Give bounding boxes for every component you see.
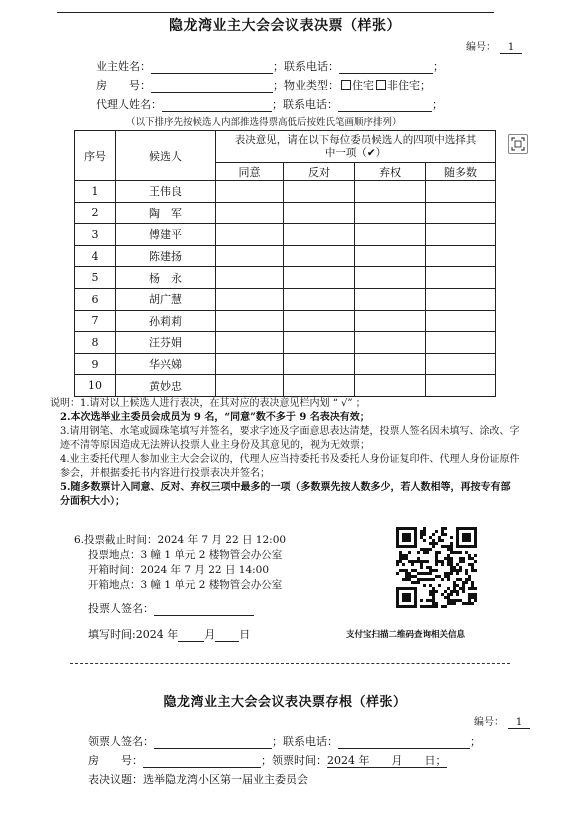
table-row — [75, 310, 496, 332]
table-row — [75, 224, 496, 246]
serial-label: 编号： — [466, 42, 496, 53]
header-follow-majority: 随多数 — [426, 163, 496, 181]
vote-cell-agree[interactable] — [216, 288, 284, 310]
table-row — [75, 245, 496, 267]
header-abstain: 弃权 — [355, 163, 426, 181]
voting-table — [74, 130, 496, 397]
candidate-name: 华兴娣 — [116, 353, 216, 375]
vote-cell-oppose[interactable] — [284, 332, 355, 354]
agent-name-field[interactable] — [162, 99, 272, 112]
vote-cell-agree[interactable] — [216, 332, 284, 354]
vote-cell-abstain[interactable] — [355, 375, 426, 397]
vote-cell-follow-majority[interactable] — [426, 267, 496, 289]
room-row: 房 号： ；物业类型： 住宅 非住宅； — [96, 79, 431, 92]
vote-cell-oppose[interactable] — [284, 245, 355, 267]
vote-cell-agree[interactable] — [216, 181, 284, 203]
stub-room-label: 房 号： — [88, 754, 143, 767]
vote-cell-agree[interactable] — [216, 245, 284, 267]
stub-phone-field[interactable] — [338, 736, 470, 749]
table-row — [75, 181, 496, 203]
agent-name-label: 代理人姓名： — [96, 98, 162, 111]
table-row — [75, 288, 496, 310]
qr-code[interactable] — [396, 527, 477, 608]
table-row — [75, 332, 496, 354]
candidate-name: 傅建平 — [116, 224, 216, 246]
vote-cell-abstain[interactable] — [355, 181, 426, 203]
row-number: 5 — [75, 267, 116, 289]
vote-cell-oppose[interactable] — [284, 202, 355, 224]
serial-value: 1 — [500, 42, 522, 54]
vote-cell-oppose[interactable] — [284, 310, 355, 332]
owner-name-label: 业主姓名： — [96, 60, 151, 73]
candidate-name: 杨 永 — [116, 267, 216, 289]
note-1: 说明：1.请对以上候选人进行表决，在其对应的表决意见栏内划 “ √” ； — [50, 398, 366, 409]
candidate-name: 陈建扬 — [116, 245, 216, 267]
note-5: 5.随多数票计入同意、反对、弃权三项中最多的一项（多数票先按人数多少，若人数相等，再按专有部分面积大小）； — [60, 482, 511, 507]
vote-cell-oppose[interactable] — [284, 267, 355, 289]
agent-phone-label: ；联系电话： — [272, 98, 338, 111]
vote-cell-follow-majority[interactable] — [426, 353, 496, 375]
vote-cell-agree[interactable] — [216, 202, 284, 224]
vote-cell-agree[interactable] — [216, 353, 284, 375]
row-number: 8 — [75, 332, 116, 354]
receive-date[interactable]: 2024 年 月 日； — [327, 754, 447, 767]
vote-deadline: 6.投票截止时间：2024 年 7 月 22 日 12:00 — [74, 534, 287, 546]
note-3: 3.请用钢笔、水笔或圆珠笔填写并签名，要求字迹及字面意思表达清楚，投票人签名因未填写、涂改、字迹不清等原因造成无法辨认投票人业主身份及其意见的，视为无效票； — [60, 426, 520, 451]
property-type-label: ；物业类型： — [273, 79, 339, 92]
stub-title: 隐龙湾业主大会会议表决票存根（样张） — [163, 695, 407, 710]
row-number: 6 — [75, 288, 116, 310]
candidate-name: 胡广慧 — [116, 288, 216, 310]
notes-section — [50, 397, 520, 509]
vote-cell-agree[interactable] — [216, 310, 284, 332]
candidate-name: 黄妙忠 — [116, 375, 216, 397]
tear-line — [70, 663, 510, 664]
open-place: 开箱地点：3 幢 1 单元 2 楼物管会办公室 — [88, 579, 283, 591]
vote-cell-follow-majority[interactable] — [426, 224, 496, 246]
room-field[interactable] — [151, 80, 273, 93]
stub-room-field[interactable] — [143, 755, 261, 768]
qr-caption: 支付宝扫描二维码查询相关信息 — [346, 630, 466, 640]
fill-time-row: 填写时间:2024 年 月 日 — [88, 628, 251, 641]
serial-number — [466, 38, 522, 54]
vote-cell-follow-majority[interactable] — [426, 375, 496, 397]
scan-icon[interactable] — [508, 134, 528, 154]
vote-cell-abstain[interactable] — [355, 267, 426, 289]
row-number: 1 — [75, 181, 116, 203]
vote-cell-follow-majority[interactable] — [426, 202, 496, 224]
stub-serial: 编号： 1 — [474, 713, 530, 729]
vote-cell-abstain[interactable] — [355, 202, 426, 224]
agent-phone-field[interactable] — [338, 99, 432, 112]
header-candidate: 候选人 — [116, 131, 216, 181]
vote-cell-abstain[interactable] — [355, 332, 426, 354]
ballot-title: 隐龙湾业主大会会议表决票（样张） — [169, 18, 401, 34]
candidate-name: 王伟良 — [116, 181, 216, 203]
top-rule — [57, 12, 494, 13]
time-place-block — [74, 533, 286, 593]
agent-name-row: 代理人姓名： ；联系电话： ； — [96, 98, 443, 111]
candidate-name: 汪芬娟 — [116, 332, 216, 354]
vote-cell-follow-majority[interactable] — [426, 245, 496, 267]
stub-room-row — [88, 752, 447, 768]
table-row — [75, 202, 496, 224]
note-2: 2.本次选举业主委员会成员为 9 名，“同意”数不多于 9 名表决有效； — [60, 412, 370, 423]
table-row — [75, 353, 496, 375]
vote-cell-abstain[interactable] — [355, 224, 426, 246]
vote-cell-follow-majority[interactable] — [426, 288, 496, 310]
vote-cell-follow-majority[interactable] — [426, 310, 496, 332]
vote-cell-abstain[interactable] — [355, 353, 426, 375]
phone-field[interactable] — [339, 61, 433, 74]
vote-cell-agree[interactable] — [216, 267, 284, 289]
room-label: 房 号： — [96, 79, 151, 92]
header-agree: 同意 — [216, 163, 284, 181]
owner-name-field[interactable] — [151, 61, 273, 74]
note-4: 4.业主委托代理人参加业主大会会议的，代理人应当持委托书及委托人身份证复印件、代理人身份证原件参会，并根据委托书内容进行投票表决并签名； — [60, 454, 520, 479]
receiver-sign-field[interactable] — [154, 736, 272, 749]
list-note: （以下排序先按候选人内部推选得票高低后按姓氏笔画顺序排列） — [126, 117, 402, 128]
receive-time-label: ；领票时间： — [261, 754, 327, 767]
vote-cell-oppose[interactable] — [284, 224, 355, 246]
vote-cell-oppose[interactable] — [284, 181, 355, 203]
vote-place: 投票地点：3 幢 1 单元 2 楼物管会办公室 — [88, 549, 283, 561]
vote-cell-abstain[interactable] — [355, 288, 426, 310]
table-row — [75, 267, 496, 289]
header-opinion: 表决意见，请在以下每位委员候选人的四项中选择其中一项（✔） — [216, 131, 496, 163]
vote-cell-oppose[interactable] — [284, 375, 355, 397]
vote-cell-abstain[interactable] — [355, 245, 426, 267]
vote-cell-abstain[interactable] — [355, 310, 426, 332]
vote-cell-oppose[interactable] — [284, 353, 355, 375]
vote-cell-follow-majority[interactable] — [426, 181, 496, 203]
owner-name-row: 业主姓名： ；联系电话： ； — [96, 60, 444, 73]
vote-cell-follow-majority[interactable] — [426, 332, 496, 354]
stub-receiver-row: 领票人签名： ；联系电话： ； — [88, 735, 481, 748]
open-time: 开箱时间：2024 年 7 月 22 日 14:00 — [88, 564, 270, 576]
candidate-name: 陶 军 — [116, 202, 216, 224]
fill-day-field[interactable] — [215, 629, 239, 642]
header-oppose: 反对 — [284, 163, 355, 181]
fill-month-field[interactable] — [178, 629, 204, 642]
row-number: 2 — [75, 202, 116, 224]
row-number: 3 — [75, 224, 116, 246]
row-number: 4 — [75, 245, 116, 267]
row-number: 9 — [75, 353, 116, 375]
stub-serial-value: 1 — [508, 717, 530, 729]
stub-phone-label: ；联系电话： — [272, 735, 338, 748]
vote-cell-agree[interactable] — [216, 375, 284, 397]
voter-sign-field[interactable] — [154, 603, 254, 616]
table-row — [75, 375, 496, 397]
row-number: 10 — [75, 375, 116, 397]
receiver-sign-label: 领票人签名： — [88, 735, 154, 748]
candidate-name: 孙莉莉 — [116, 310, 216, 332]
non-residential-checkbox[interactable] — [376, 80, 386, 90]
voter-sign-label: 投票人签名： — [88, 602, 154, 615]
voter-sign-row — [88, 600, 254, 616]
row-number: 7 — [75, 310, 116, 332]
residential-checkbox[interactable] — [341, 80, 351, 90]
stub-topic: 表决议题：选举隐龙湾小区第一届业主委员会 — [88, 773, 308, 786]
header-no: 序号 — [75, 131, 116, 181]
vote-cell-agree[interactable] — [216, 224, 284, 246]
phone-label: ；联系电话： — [273, 60, 339, 73]
vote-cell-oppose[interactable] — [284, 288, 355, 310]
